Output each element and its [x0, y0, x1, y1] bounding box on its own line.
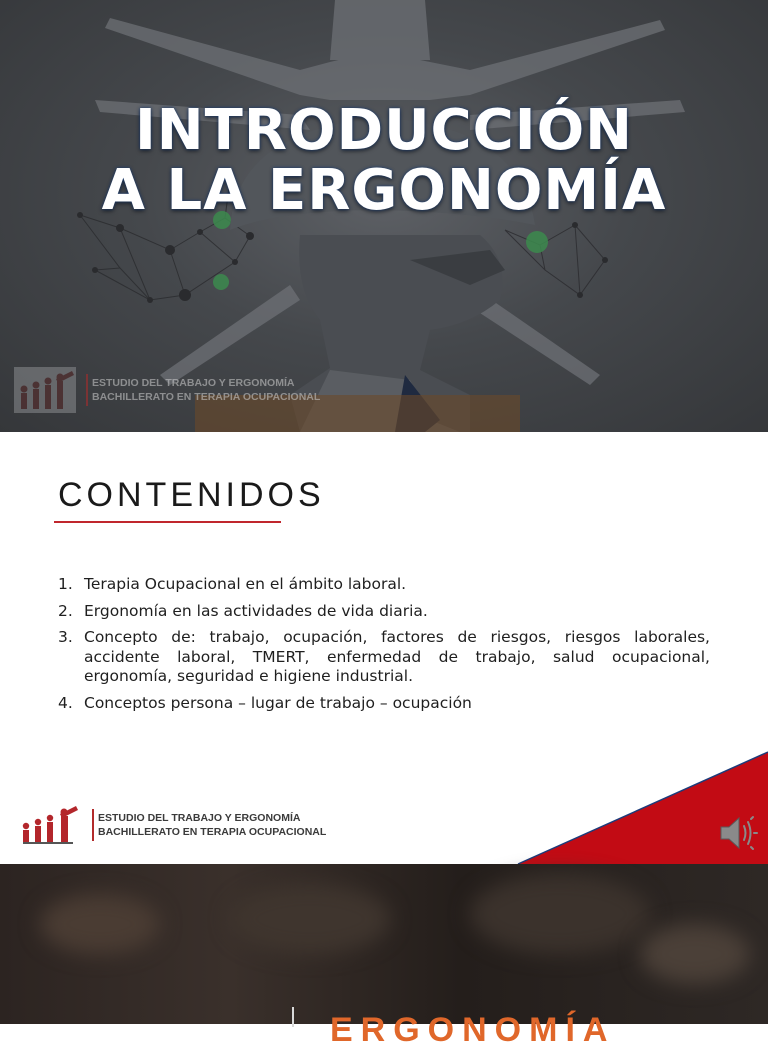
- logo-text: [98, 811, 326, 839]
- logo-separator: [92, 809, 94, 841]
- title-line-1: INTRODUCCIÓN: [134, 98, 634, 163]
- list-item: [58, 628, 710, 687]
- logo-text-line-2: BACHILLERATO EN TERAPIA OCUPACIONAL: [92, 391, 321, 403]
- list-item-number: 3.: [58, 628, 73, 646]
- list-item-number: 1.: [58, 575, 73, 593]
- list-item-text: Terapia Ocupacional en el ámbito laboral.: [84, 575, 407, 593]
- contents-heading: CONTENIDOS: [58, 476, 325, 514]
- logo-text-line-1: ESTUDIO DEL TRABAJO Y ERGONOMÍA: [98, 812, 301, 824]
- speaker-icon[interactable]: [718, 815, 758, 851]
- slide-ergonomia[interactable]: [0, 864, 768, 1049]
- course-logo: [14, 367, 320, 413]
- list-item-text: Ergonomía en las actividades de vida diaria.: [84, 601, 428, 620]
- heading-underline: [54, 521, 281, 523]
- slide-title[interactable]: [0, 0, 768, 432]
- logo-separator: [86, 374, 88, 406]
- list-item-text: Conceptos persona – lugar de trabajo – ocupación: [84, 693, 472, 712]
- list-item-number: 4.: [58, 693, 73, 712]
- course-logo: [20, 802, 326, 848]
- background-blur: [640, 924, 750, 984]
- list-item: [58, 575, 710, 595]
- logo-text-line-2: BACHILLERATO EN TERAPIA OCUPACIONAL: [98, 826, 327, 838]
- list-item: [58, 602, 710, 622]
- workers-logo-icon: [14, 367, 76, 413]
- background-blur: [40, 894, 160, 954]
- list-item-number: 2.: [58, 601, 73, 620]
- background-blur: [470, 874, 650, 954]
- list-item-text: Concepto de: trabajo, ocupación, factores de riesgos, riesgos laborales, accidente laboral, TMERT, enfermedad de trabajo, salud ocupacional, ergonomía, seguridad e higiene industrial.: [84, 628, 710, 685]
- list-item: [58, 694, 710, 714]
- workers-logo-icon: [20, 802, 82, 848]
- background-blur: [230, 884, 390, 954]
- logo-text-line-1: ESTUDIO DEL TRABAJO Y ERGONOMÍA: [92, 377, 295, 389]
- section-heading: ERGONOMÍA: [330, 1011, 616, 1049]
- slide-contents[interactable]: [0, 432, 768, 864]
- logo-text: [92, 376, 320, 404]
- contents-list: [58, 575, 710, 720]
- title-line-2: A LA ERGONOMÍA: [101, 158, 667, 223]
- divider-line: [292, 1007, 294, 1027]
